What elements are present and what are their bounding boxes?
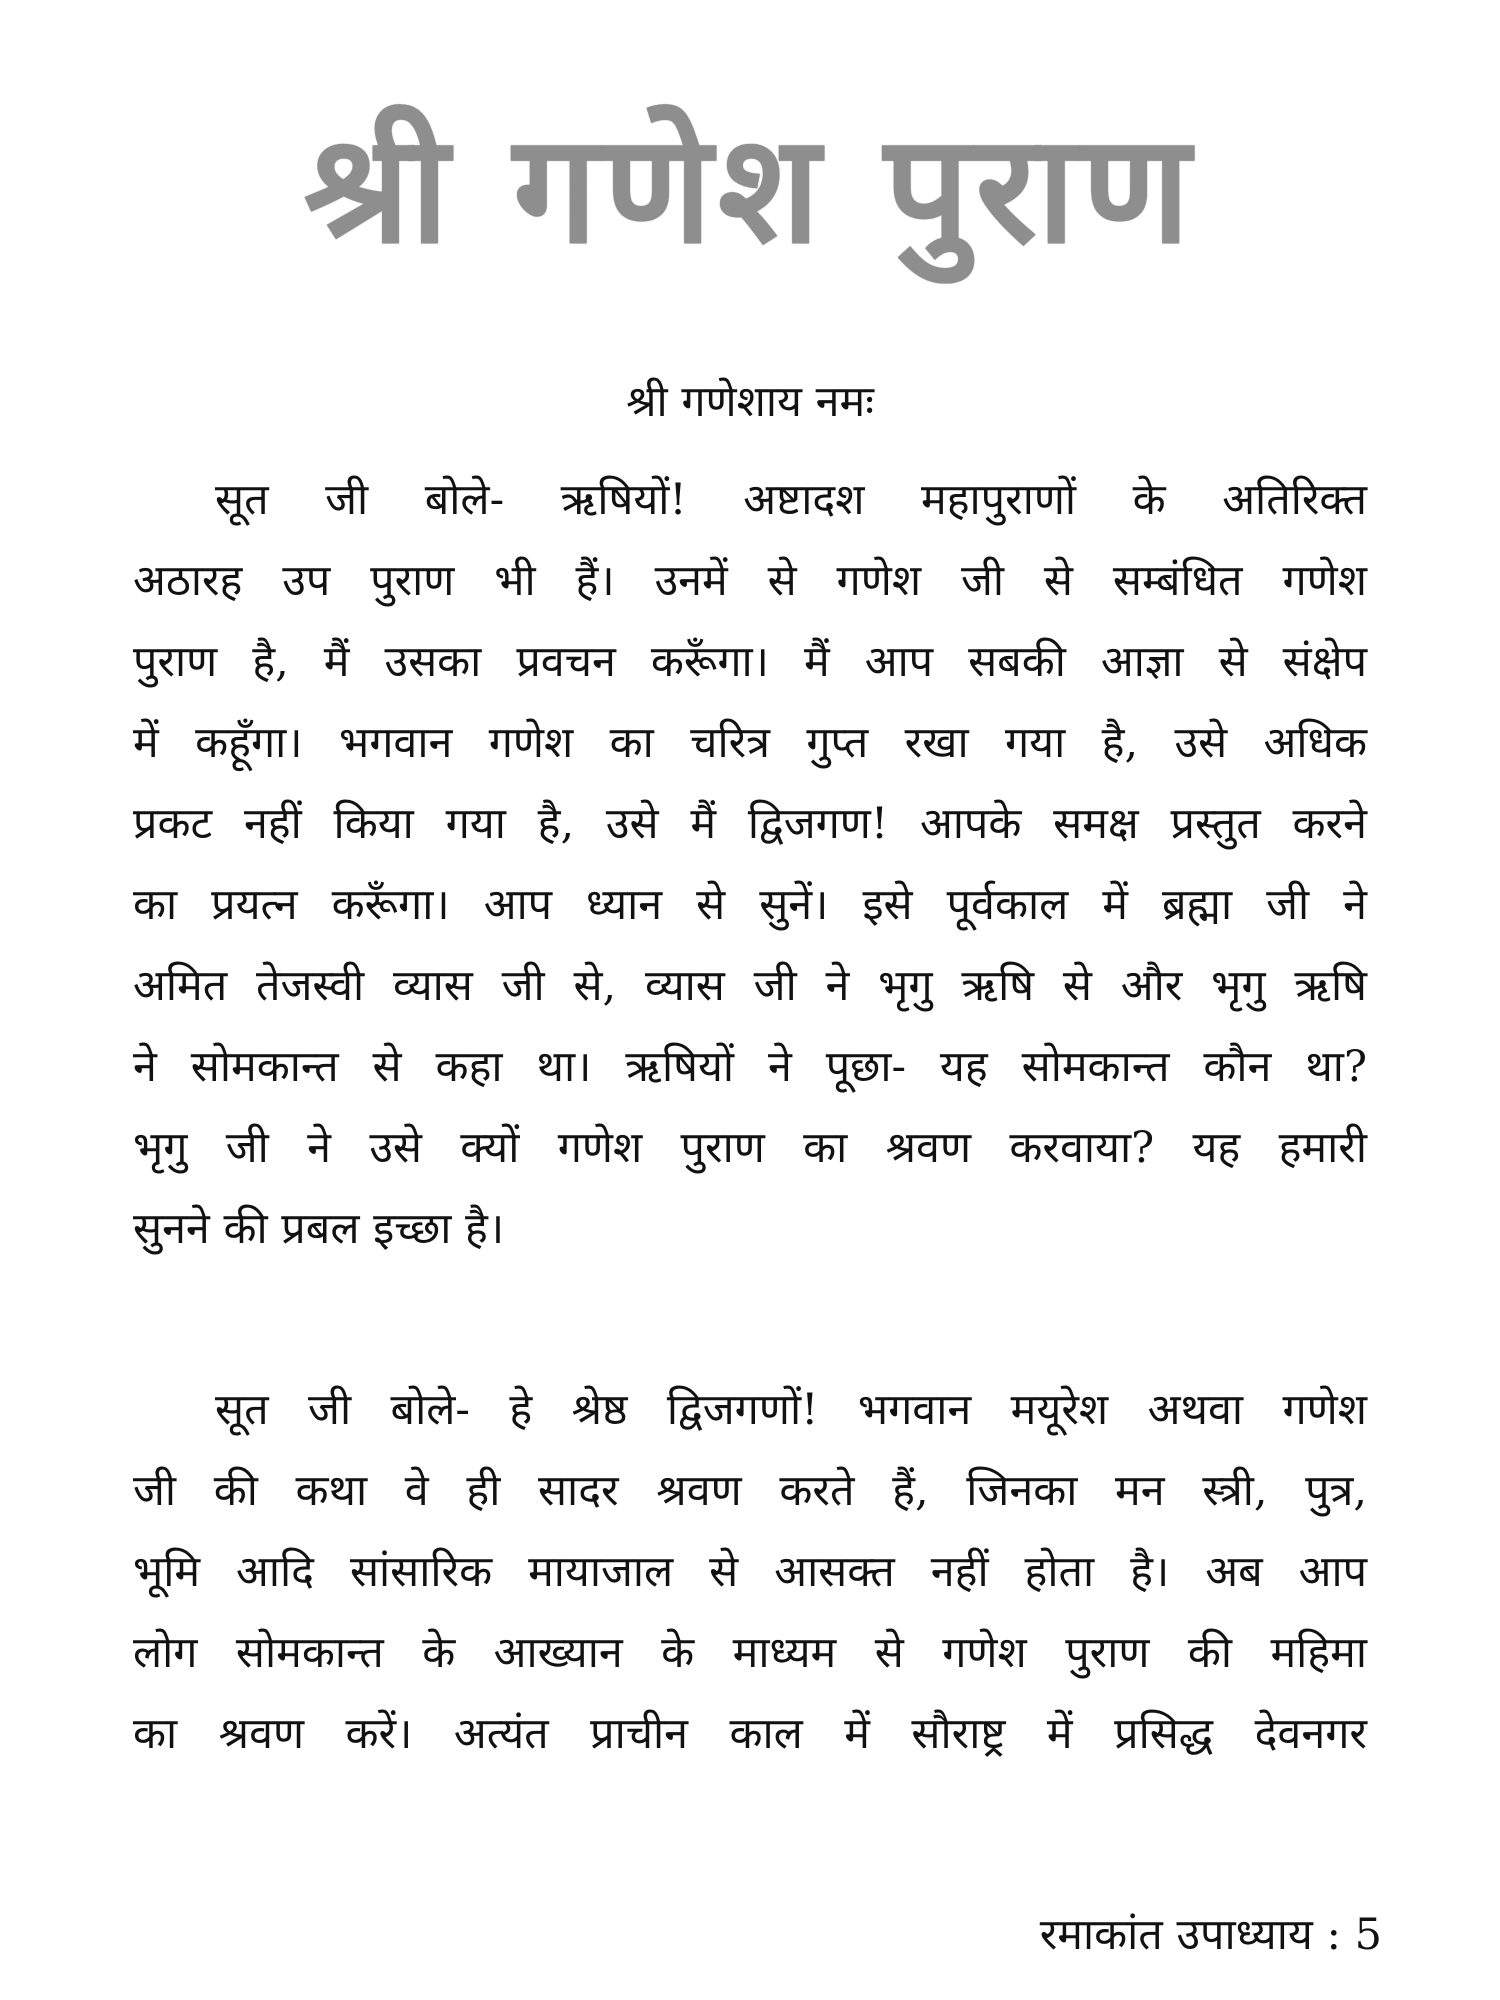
paragraph-line: सुनने की प्रबल इच्छा है। xyxy=(133,1204,505,1254)
paragraph-line: जी की कथा वे ही सादर श्रवण करते हैं, जिनका मन स्त्री, पुत्र, xyxy=(133,1466,1367,1516)
invocation-heading: श्री गणेशाय नमः xyxy=(626,377,874,427)
paragraph-line: लोग सोमकान्त के आख्यान के माध्यम से गणेश पुराण की महिमा xyxy=(133,1628,1367,1678)
paragraph-line: पुराण है, मैं उसका प्रवचन करूँगा। मैं आप सबकी आज्ञा से संक्षेप xyxy=(133,637,1367,687)
paragraph-line: में कहूँगा। भगवान गणेश का चरित्र गुप्त रखा गया है, उसे अधिक xyxy=(133,718,1367,768)
paragraph-line: का श्रवण करें। अत्यंत प्राचीन काल में सौराष्ट्र में प्रसिद्ध देवनगर xyxy=(133,1709,1367,1759)
paragraph-line: अमित तेजस्वी व्यास जी से, व्यास जी ने भृगु ऋषि से और भृगु ऋषि xyxy=(133,961,1367,1011)
paragraph-line: सूत जी बोले- हे श्रेष्ठ द्विजगणों! भगवान मयूरेश अथवा गणेश xyxy=(215,1385,1367,1435)
page-number: 5 xyxy=(1354,1910,1382,1960)
author-name: रमाकांत उपाध्याय xyxy=(1039,1910,1313,1960)
paragraph-1 xyxy=(133,460,1367,1270)
paragraph-line: का प्रयत्न करूँगा। आप ध्यान से सुनें। इसे पूर्वकाल में ब्रह्मा जी ने xyxy=(133,880,1367,930)
footer-separator: : xyxy=(1326,1910,1341,1960)
paragraph-line: सूत जी बोले- ऋषियों! अष्टादश महापुराणों के अतिरिक्त xyxy=(215,475,1367,525)
paragraph-line: प्रकट नहीं किया गया है, उसे मैं द्विजगण! आपके समक्ष प्रस्तुत करने xyxy=(133,799,1367,849)
page-title: श्री गणेश पुराण xyxy=(303,103,1197,277)
paragraph-line: ने सोमकान्त से कहा था। ऋषियों ने पूछा- यह सोमकान्त कौन था? xyxy=(133,1042,1367,1092)
paragraph-line: भूमि आदि सांसारिक मायाजाल से आसक्त नहीं होता है। अब आप xyxy=(133,1547,1367,1597)
paragraph-2 xyxy=(133,1370,1367,1775)
page-footer xyxy=(1040,1905,1382,1965)
paragraph-line: अठारह उप पुराण भी हैं। उनमें से गणेश जी से सम्बंधित गणेश xyxy=(133,556,1367,606)
paragraph-line: भृगु जी ने उसे क्यों गणेश पुराण का श्रवण करवाया? यह हमारी xyxy=(133,1123,1367,1173)
